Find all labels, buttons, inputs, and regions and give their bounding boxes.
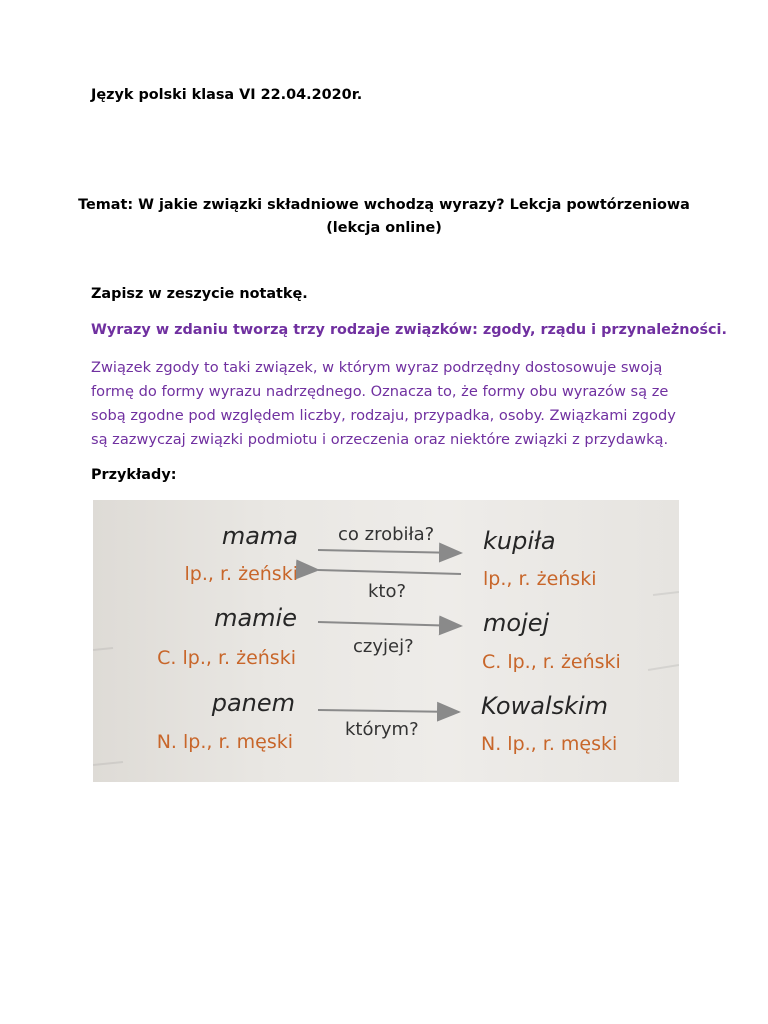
example-left-word: mama [221,522,298,550]
examples-photo [93,500,679,782]
topic-line-1: Temat: W jakie związki składniowe wchodzą wyrazy? Lekcja powtórzeniowa [78,197,690,213]
example-question: którym? [345,719,419,740]
example-right-grammar: N. lp., r. męski [481,733,618,755]
example-question: czyjej? [353,636,414,657]
definition-paragraph [91,356,691,452]
example-right-word: mojej [483,609,550,637]
arrow-left [318,570,461,574]
lesson-topic [60,194,708,240]
arrow-right [318,550,461,553]
example-right-grammar: lp., r. żeński [483,568,597,590]
arrow-right [318,622,461,626]
example-right-grammar: C. lp., r. żeński [482,651,621,673]
example-left-grammar: N. lp., r. męski [156,731,293,753]
example-left-word: mamie [214,604,297,632]
example-right-word: Kowalskim [481,692,609,720]
example-left-grammar: C. lp., r. żeński [157,647,296,669]
paragraph-line: sobą zgodne pod względem liczby, rodzaju, przypadka, osoby. Związkami zgody [91,407,676,424]
summary-line: Wyrazy w zdaniu tworzą trzy rodzaje związków: zgody, rządu i przynależności. [91,322,727,338]
paragraph-line: formę do formy wyrazu nadrzędnego. Oznacza to, że formy obu wyrazów są ze [91,383,669,400]
example-left-grammar: lp., r. żeński [184,563,298,585]
arrow-right [318,710,459,712]
topic-line-2: (lekcja online) [326,220,442,236]
paragraph-line: Związek zgody to taki związek, w którym wyraz podrzędny dostosowuje swoją [91,359,663,376]
example-right-word: kupiła [483,527,556,555]
examples-label: Przykłady: [91,467,177,483]
document-header: Język polski klasa VI 22.04.2020r. [91,87,363,103]
example-left-word: panem [211,689,295,717]
example-question: co zrobiła? [338,524,435,545]
paragraph-line: są zazwyczaj związki podmiotu i orzeczenia oraz niektóre związki z przydawką. [91,431,669,448]
instruction-text: Zapisz w zeszycie notatkę. [91,286,308,302]
example-question: kto? [368,581,407,602]
